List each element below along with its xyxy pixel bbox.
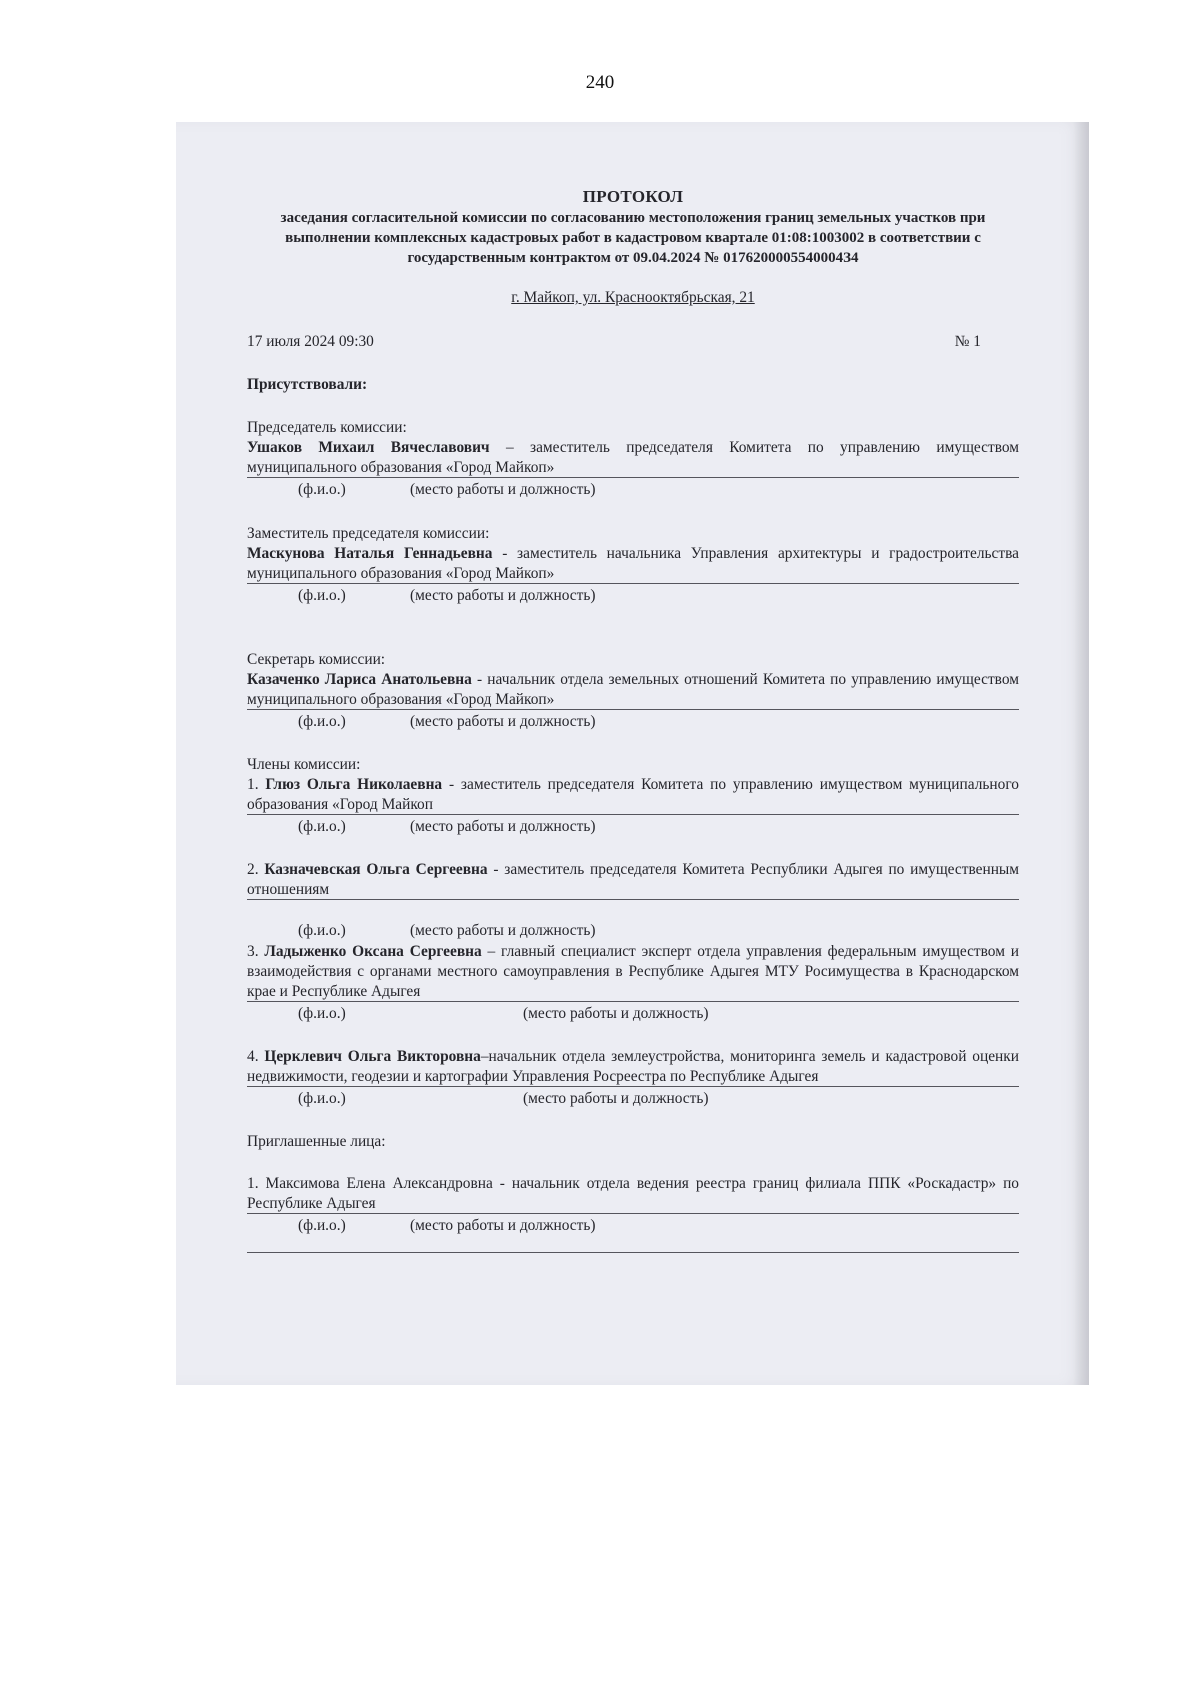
member-number: 3. — [247, 943, 265, 960]
secretary-entry — [247, 670, 1019, 710]
member-number: 2. — [247, 861, 265, 878]
fio-caption: (ф.и.о.) — [298, 587, 346, 604]
protocol-number: № 1 — [954, 333, 981, 350]
secretary-role: Секретарь комиссии: — [247, 651, 386, 668]
signature-captions — [247, 1216, 1019, 1237]
post-caption: (место работы и должность) — [410, 587, 596, 604]
post-caption: (место работы и должность) — [410, 713, 596, 730]
member-number: 1. — [247, 776, 266, 793]
blank-signature-line — [247, 1252, 1019, 1253]
signature-captions — [247, 1004, 1019, 1025]
post-caption: (место работы и должность) — [523, 1090, 709, 1107]
secretary-description: - начальник отдела земельных отношений Комитета по управлению имуществом муниципального образования «Город Майкоп» — [247, 671, 1019, 708]
member-entry — [247, 860, 1019, 900]
chairman-role: Председатель комиссии: — [247, 419, 407, 436]
member-description: –начальник отдела землеустройства, мониторинга земель и кадастровой оценки недвижимости, геодезии и картографии Управления Росреестра по Республике Адыгея — [247, 1048, 1019, 1085]
deputy-name: Маскунова Наталья Геннадьевна — [247, 545, 493, 562]
date-row — [247, 332, 1019, 352]
invited-heading: Приглашенные лица: — [247, 1133, 386, 1150]
member-entry — [247, 942, 1019, 1002]
meeting-date: 17 июля 2024 09:30 — [247, 333, 374, 350]
member-description: - заместитель председателя Комитета Республики Адыгея по имущественным отношениям — [247, 861, 1020, 898]
signature-captions — [247, 921, 1019, 942]
signature-captions — [247, 480, 1019, 501]
member-name: Казначевская Ольга Сергеевна — [264, 861, 488, 878]
chairman-entry — [247, 438, 1019, 478]
fio-caption: (ф.и.о.) — [298, 1005, 346, 1022]
scan-shadow-edge — [1073, 122, 1089, 1385]
title-block — [247, 186, 1019, 268]
chairman-name: Ушаков Михаил Вячеславович — [247, 439, 490, 456]
scanned-document — [176, 122, 1089, 1385]
member-description: - заместитель председателя Комитета по управлению имуществом муниципального образования «Город Майкоп — [247, 776, 1019, 813]
fio-caption: (ф.и.о.) — [298, 1090, 346, 1107]
document-body — [247, 186, 1019, 1253]
fio-caption: (ф.и.о.) — [298, 481, 346, 498]
post-caption: (место работы и должность) — [410, 818, 596, 835]
member-number: 4. — [247, 1048, 265, 1065]
fio-caption: (ф.и.о.) — [298, 922, 346, 939]
post-caption: (место работы и должность) — [523, 1005, 709, 1022]
member-description: – главный специалист эксперт отдела управления федеральным имуществом и взаимодействия с органами местного самоуправления в Республике Адыгея МТУ Росимущества в Краснодарском крае и Республике Адыгея — [247, 943, 1019, 1000]
post-caption: (место работы и должность) — [410, 481, 596, 498]
members-heading: Члены комиссии: — [247, 756, 361, 773]
fio-caption: (ф.и.о.) — [298, 1217, 346, 1234]
deputy-role: Заместитель председателя комиссии: — [247, 525, 490, 542]
secretary-name: Казаченко Лариса Анатольевна — [247, 671, 472, 688]
deputy-entry — [247, 544, 1019, 584]
signature-captions — [247, 712, 1019, 733]
fio-caption: (ф.и.о.) — [298, 818, 346, 835]
meeting-address: г. Майкоп, ул. Краснооктябрьская, 21 — [511, 289, 755, 306]
document-title: ПРОТОКОЛ — [582, 187, 684, 206]
page-number: 240 — [585, 72, 615, 93]
signature-captions — [247, 586, 1019, 607]
signature-captions — [247, 817, 1019, 838]
member-name: Ладыженко Оксана Сергеевна — [264, 943, 482, 960]
chairman-description: – заместитель председателя Комитета по управлению имуществом муниципального образования «Город Майкоп» — [247, 439, 1019, 476]
fio-caption: (ф.и.о.) — [298, 713, 346, 730]
post-caption: (место работы и должность) — [410, 1217, 596, 1234]
document-subtitle: заседания согласительной комиссии по согласованию местоположения границ земельных участков при выполнении комплексных кадастровых работ в кадастровом квартале 01:08:1003002 в соответствии с государственным контрактом от 09.04.2024 № 0176200005540004З4 — [280, 210, 986, 266]
member-entry — [247, 775, 1019, 815]
member-entry — [247, 1047, 1019, 1087]
member-name: Церклевич Ольга Викторовна — [264, 1048, 481, 1065]
member-name: Глюз Ольга Николаевна — [265, 776, 443, 793]
post-caption: (место работы и должность) — [410, 922, 596, 939]
deputy-description: - заместитель начальника Управления архитектуры и градостроительства муниципального образования «Город Майкоп» — [247, 545, 1019, 582]
invited-entry: 1. Максимова Елена Александровна - начальник отдела ведения реестра границ филиала ППК «Роскадастр» по Республике Адыгея — [247, 1175, 1019, 1212]
present-heading: Присутствовали: — [247, 376, 368, 393]
signature-captions — [247, 1089, 1019, 1110]
